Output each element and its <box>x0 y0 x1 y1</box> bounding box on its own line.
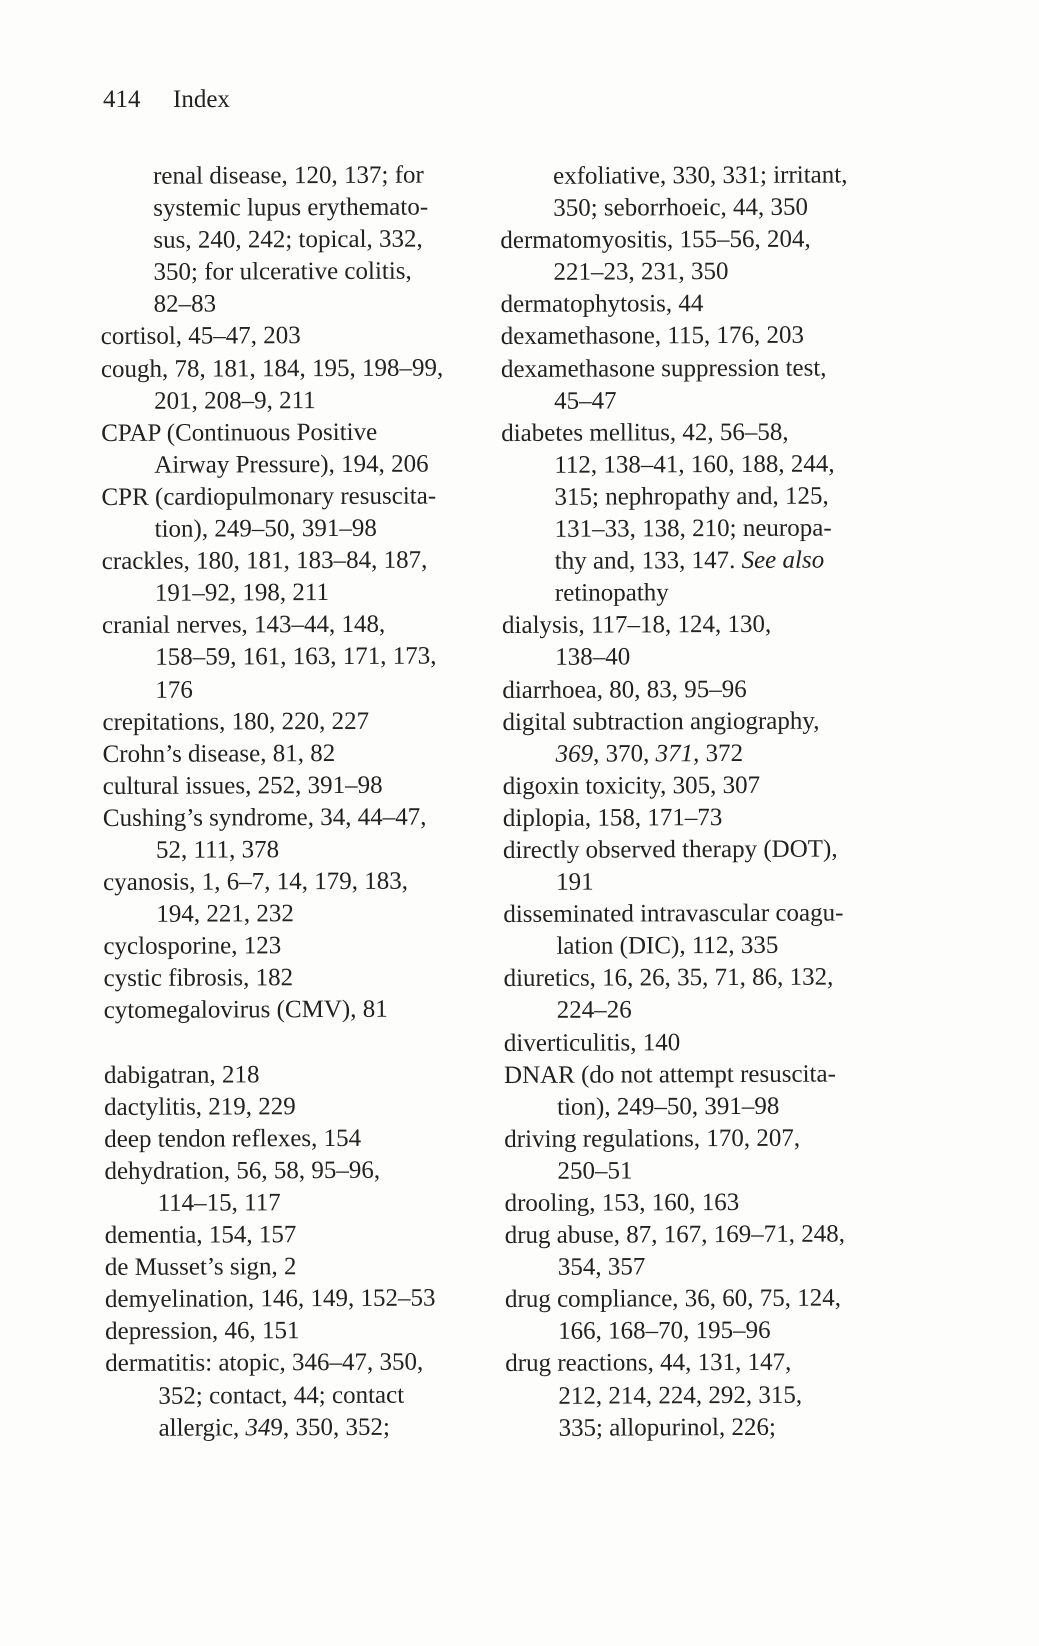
index-entry: dementia, 154, 157 <box>104 1221 297 1250</box>
index-entry: de Musset’s sign, 2 <box>104 1253 297 1282</box>
index-entry: DNAR (do not attempt resuscita- <box>503 1060 836 1089</box>
index-entry: diuretics, 16, 26, 35, 71, 86, 132, <box>503 963 834 993</box>
index-subline: 369, 370, 371, 372 <box>555 739 744 768</box>
index-entry: disseminated intravascular coagu- <box>503 899 844 929</box>
index-entry: dialysis, 117–18, 124, 130, <box>501 611 772 640</box>
index-subline: tion), 249–50, 391–98 <box>154 514 377 543</box>
index-entry: cyanosis, 1, 6–7, 14, 179, 183, <box>103 867 409 897</box>
index-subline: tion), 249–50, 391–98 <box>557 1092 780 1121</box>
index-entry: cortisol, 45–47, 203 <box>100 322 301 351</box>
index-subline: sus, 240, 242; topical, 332, <box>153 225 423 254</box>
index-subline: 194, 221, 232 <box>156 900 294 928</box>
index-subline: 82–83 <box>153 290 217 319</box>
index-entry: dermatophytosis, 44 <box>500 290 704 319</box>
index-entry: digoxin toxicity, 305, 307 <box>502 771 761 800</box>
index-entry: demyelination, 146, 149, 152–53 <box>104 1284 436 1314</box>
running-title: Index <box>173 86 230 113</box>
index-letter-gap <box>104 1026 504 1060</box>
index-subline: 166, 168–70, 195–96 <box>558 1317 771 1346</box>
index-subline: 114–15, 117 <box>157 1189 281 1217</box>
index-subline: 250–51 <box>557 1157 633 1185</box>
index-entry: driving regulations, 170, 207, <box>504 1124 801 1153</box>
index-entry: drug compliance, 36, 60, 75, 124, <box>504 1284 842 1314</box>
index-entry: dermatitis: atopic, 346–47, 350, <box>105 1349 424 1378</box>
index-subline: 45–47 <box>553 387 617 415</box>
index-subline: systemic lupus erythemato- <box>153 193 429 222</box>
index-entry: deep tendon reflexes, 154 <box>104 1124 362 1153</box>
index-entry: diplopia, 158, 171–73 <box>502 803 723 832</box>
index-column-left <box>100 159 506 1444</box>
index-entry: dabigatran, 218 <box>103 1060 260 1089</box>
index-subline: Airway Pressure), 194, 206 <box>154 450 429 479</box>
index-entry: diabetes mellitus, 42, 56–58, <box>501 418 789 447</box>
index-subline: 315; nephropathy and, 125, <box>554 482 829 511</box>
index-entry: drug reactions, 44, 131, 147, <box>505 1349 792 1378</box>
index-subline: 138–40 <box>555 643 631 672</box>
index-entry: crepitations, 180, 220, 227 <box>102 707 370 736</box>
index-entry: diarrhoea, 80, 83, 95–96 <box>502 675 747 704</box>
index-subline: allergic, 349, 350, 352; <box>158 1413 391 1442</box>
index-subline: 352; contact, 44; contact <box>158 1381 405 1410</box>
index-entry: Cushing’s syndrome, 34, 44–47, <box>102 803 427 832</box>
index-subline: 52, 111, 378 <box>155 836 280 864</box>
index-entry: cyclosporine, 123 <box>103 932 282 961</box>
index-entry: drooling, 153, 160, 163 <box>504 1188 740 1217</box>
index-entry: digital subtraction angiography, <box>502 707 820 736</box>
index-entry: depression, 46, 151 <box>105 1317 300 1346</box>
index-subline: 131–33, 138, 210; neuropa- <box>554 514 832 543</box>
index-entry: dehydration, 56, 58, 95–96, <box>104 1156 381 1185</box>
index-subline: 176 <box>155 676 193 704</box>
index-entry: Crohn’s disease, 81, 82 <box>102 739 336 768</box>
index-entry: drug abuse, 87, 167, 169–71, 248, <box>504 1220 845 1250</box>
index-subline: thy and, 133, 147. See also <box>554 546 825 575</box>
index-subline: 221–23, 231, 350 <box>553 258 729 287</box>
index-entry: dexamethasone suppression test, <box>500 354 827 383</box>
index-subline: 191 <box>556 868 594 896</box>
index-entry: dermatomyositis, 155–56, 204, <box>500 225 811 255</box>
index-entry: cranial nerves, 143–44, 148, <box>101 611 386 640</box>
index-subline: 201, 208–9, 211 <box>153 386 316 415</box>
page-number: 414 <box>103 86 141 113</box>
index-subline: renal disease, 120, 137; for <box>153 161 424 190</box>
index-subline: 112, 138–41, 160, 188, 244, <box>554 450 835 479</box>
index-entry: directly observed therapy (DOT), <box>502 835 838 864</box>
index-entry: dexamethasone, 115, 176, 203 <box>500 322 805 351</box>
index-subline: retinopathy <box>554 579 669 607</box>
index-column-right <box>500 159 926 1445</box>
index-entry: cytomegalovirus (CMV), 81 <box>103 996 388 1025</box>
index-subline: 350; for ulcerative colitis, <box>153 257 412 287</box>
index-entry: CPAP (Continuous Positive <box>101 418 378 447</box>
index-entry: cultural issues, 252, 391–98 <box>102 771 383 800</box>
index-entry: cystic fibrosis, 182 <box>103 964 294 993</box>
index-subline: lation (DIC), 112, 335 <box>556 932 779 961</box>
index-entry: dactylitis, 219, 229 <box>104 1092 296 1121</box>
index-entry: crackles, 180, 181, 183–84, 187, <box>101 546 428 576</box>
index-entry: cough, 78, 181, 184, 195, 198–99, <box>100 354 444 383</box>
index-subline: exfoliative, 330, 331; irritant, <box>553 161 848 190</box>
index-subline: 158–59, 161, 163, 171, 173, <box>155 642 437 672</box>
index-subline: 350; seborrhoeic, 44, 350 <box>553 193 809 222</box>
index-subline: 224–26 <box>556 996 632 1025</box>
running-head <box>103 84 230 116</box>
index-entry: CPR (cardiopulmonary resuscita- <box>101 482 437 511</box>
index-entry: diverticulitis, 140 <box>503 1028 681 1057</box>
index-subline: 335; allopurinol, 226; <box>558 1413 776 1442</box>
index-subline: 191–92, 198, 211 <box>154 579 330 607</box>
index-subline: 212, 214, 224, 292, 315, <box>558 1381 803 1410</box>
index-subline: 354, 357 <box>557 1253 646 1281</box>
